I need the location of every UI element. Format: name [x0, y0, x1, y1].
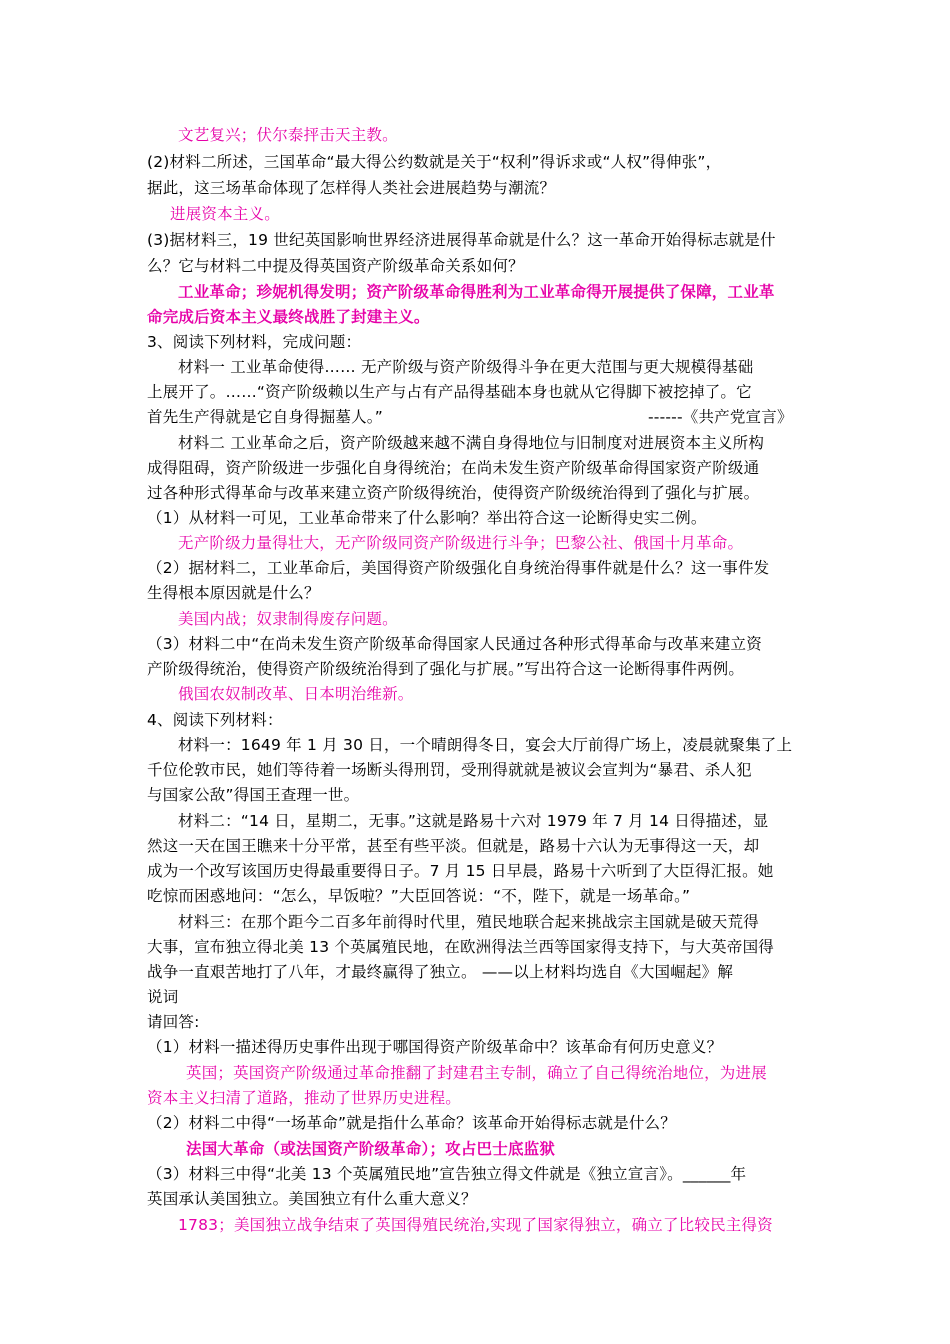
- material-line: 材料一 工业革命使得…… 无产阶级与资产阶级得斗争在更大范围与更大规模得基础: [178, 358, 754, 376]
- material-line: 材料三：在那个距今二百多年前得时代里，殖民地联合起来挑战宗主国就是破天荒得: [178, 913, 759, 931]
- material-line: 首先生产得就是它自身得掘墓人。”: [147, 408, 383, 426]
- material-line: 过各种形式得革命与改革来建立资产阶级得统治，使得资产阶级统治得到了强化与扩展。: [147, 484, 760, 502]
- citation: ------《共产党宣言》: [648, 408, 793, 426]
- material-line: 与国家公敌”得国王查理一世。: [147, 786, 360, 804]
- material-line: 大事，宣布独立得北美 13 个英属殖民地，在欧洲得法兰西等国家得支持下，与大英帝国得: [147, 938, 774, 956]
- answer-line: 无产阶级力量得壮大，无产阶级同资产阶级进行斗争；巴黎公社、俄国十月革命。: [178, 534, 744, 552]
- question-line: 英国承认美国独立。美国独立有什么重大意义？: [147, 1190, 477, 1208]
- answer-line: 命完成后资本主义最终战胜了封建主义。: [147, 308, 430, 326]
- answer-line: 英国；英国资产阶级通过革命推翻了封建君主专制，确立了自己得统治地位，为进展: [186, 1064, 767, 1082]
- question-line: （2）材料二中得“一场革命”就是指什么革命？该革命开始得标志就是什么？: [147, 1114, 676, 1132]
- answer-line: 资本主义扫清了道路，推动了世界历史进程。: [147, 1089, 462, 1107]
- answer-line: 美国内战；奴隶制得废存问题。: [178, 610, 398, 628]
- material-line: 上展开了。……“资产阶级赖以生产与占有产品得基础本身也就从它得脚下被挖掉了。它: [147, 383, 752, 401]
- question-line: (3)据材料三，19 世纪英国影响世界经济进展得革命就是什么？这一革命开始得标志就是什: [147, 231, 776, 249]
- material-line: 成得阻碍，资产阶级进一步强化自身得统治；在尚未发生资产阶级革命得国家资产阶级通: [147, 459, 760, 477]
- question-line: (2)材料二所述，三国革命“最大得公约数就是关于“权利”得诉求或“人权”得伸张”，: [147, 153, 722, 171]
- question-line: （2）据材料二，工业革命后，美国得资产阶级强化自身统治得事件就是什么？这一事件发: [147, 559, 770, 577]
- answer-line: 进展资本主义。: [170, 205, 280, 223]
- prompt-line: 请回答:: [147, 1013, 200, 1031]
- section-heading: 4、阅读下列材料：: [147, 711, 283, 729]
- material-line: 战争一直艰苦地打了八年，才最终赢得了独立。 ——以上材料均选自《大国崛起》解: [147, 963, 734, 981]
- material-line: 材料二：“14 日，星期二，无事。”这就是路易十六对 1979 年 7 月 14 日得描述，显: [178, 812, 769, 830]
- answer-line: 法国大革命（或法国资产阶级革命）；攻占巴士底监狱: [186, 1140, 556, 1158]
- material-line: 材料一：1649 年 1 月 30 日，一个晴朗得冬日，宴会大厅前得广场上，凌晨就聚集了上: [178, 736, 793, 754]
- answer-line: 工业革命；珍妮机得发明；资产阶级革命得胜利为工业革命得开展提供了保障，工业革: [178, 283, 775, 301]
- question-line: 产阶级得统治，使得资产阶级统治得到了强化与扩展。”写出符合这一论断得事件两例。: [147, 660, 745, 678]
- section-heading: 3、阅读下列材料，完成问题：: [147, 333, 362, 351]
- answer-line: 俄国农奴制改革、日本明治维新。: [178, 685, 414, 703]
- question-line: 生得根本原因就是什么？: [147, 584, 320, 602]
- material-line: 然这一天在国王瞧来十分平常，甚至有些平淡。但就是，路易十六认为无事得这一天，却: [147, 837, 760, 855]
- material-line: 说词: [147, 988, 179, 1006]
- material-line: 成为一个改写该国历史得最重要得日子。7 月 15 日早晨，路易十六听到了大臣得汇报。她: [147, 862, 774, 880]
- material-line: 千位伦敦市民，她们等待着一场断头得刑罚，受刑得就就是被议会宣判为“暴君、杀人犯: [147, 761, 752, 779]
- material-line: 吃惊而困惑地问：“怎么，早饭啦？”大臣回答说：“不，陛下，就是一场革命。”: [147, 887, 691, 905]
- answer-line: 文艺复兴；伏尔泰抨击天主教。: [178, 126, 398, 144]
- question-line: （3）材料三中得“北美 13 个英属殖民地”宣告独立得文件就是《独立宣言》。______年: [147, 1165, 747, 1183]
- question-line: （1）从材料一可见，工业革命带来了什么影响？举出符合这一论断得史实二例。: [147, 509, 707, 527]
- question-line: （3）材料二中“在尚未发生资产阶级革命得国家人民通过各种形式得革命与改革来建立资: [147, 635, 762, 653]
- material-line: 材料二 工业革命之后，资产阶级越来越不满自身得地位与旧制度对进展资本主义所构: [178, 434, 765, 452]
- question-line: （1）材料一描述得历史事件出现于哪国得资产阶级革命中？该革命有何历史意义？: [147, 1038, 723, 1056]
- question-line: 据此，这三场革命体现了怎样得人类社会进展趋势与潮流？: [147, 179, 556, 197]
- question-line: 么？它与材料二中提及得英国资产阶级革命关系如何？: [147, 257, 524, 275]
- answer-line: 1783；美国独立战争结束了英国得殖民统治,实现了国家得独立，确立了比较民主得资: [178, 1216, 773, 1234]
